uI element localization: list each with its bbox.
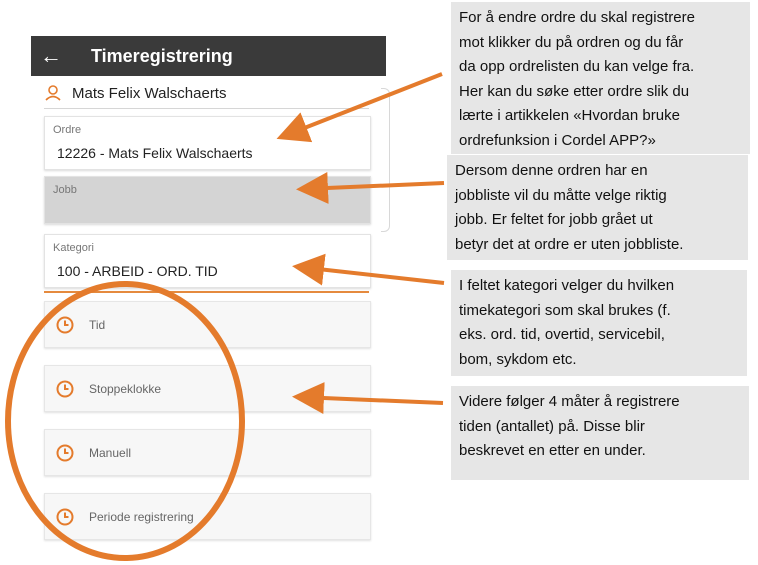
- user-name: Mats Felix Walschaerts: [72, 84, 227, 102]
- method-label: Tid: [89, 317, 106, 332]
- method-stoppeklokke-button[interactable]: [44, 365, 371, 412]
- ordre-field[interactable]: [44, 116, 371, 170]
- jobb-label: Jobb: [53, 184, 77, 196]
- method-tid-button[interactable]: [44, 301, 371, 348]
- kategori-field[interactable]: [44, 234, 371, 288]
- note-jobb: Dersom denne ordren har en jobbliste vil du måtte velge riktig jobb. Er feltet for jobb grået ut betyr det at ordre er uten jobbliste.: [447, 155, 748, 260]
- clock-icon: [55, 507, 75, 527]
- note-metoder: Videre følger 4 måter å registrere tiden (antallet) på. Disse blir beskrevet en etter en under.: [451, 386, 749, 480]
- clock-icon: [55, 315, 75, 335]
- accent-divider: [44, 291, 369, 293]
- ordre-label: Ordre: [53, 124, 82, 136]
- note-kategori: I feltet kategori velger du hvilken timekategori som skal brukes (f. eks. ord. tid, overtid, servicebil, bom, sykdom etc.: [451, 270, 747, 376]
- note-ordre: For å endre ordre du skal registrere mot klikker du på ordren og du får da opp ordrelisten du kan velge fra. Her kan du søke etter ordre slik du lærte i artikkelen «Hvordan bruke ordrefunksion i Cordel APP?»: [451, 2, 750, 154]
- page-title: Timeregistrering: [91, 45, 233, 66]
- app-bar: [31, 36, 386, 76]
- divider: [44, 108, 369, 109]
- method-label: Periode registrering: [89, 509, 194, 524]
- clock-icon: [55, 443, 75, 463]
- scroll-edge: [381, 88, 390, 232]
- arrow-left-icon[interactable]: ←: [40, 43, 62, 68]
- method-label: Stoppeklokke: [89, 381, 162, 396]
- ordre-value: 12226 - Mats Felix Walschaerts: [57, 145, 253, 161]
- jobb-field: [44, 176, 371, 224]
- method-periode-button[interactable]: [44, 493, 371, 540]
- method-label: Manuell: [89, 445, 132, 460]
- user-row: [44, 82, 369, 104]
- kategori-label: Kategori: [53, 242, 94, 254]
- clock-icon: [55, 379, 75, 399]
- kategori-value: 100 - ARBEID - ORD. TID: [57, 263, 218, 279]
- person-icon: [44, 84, 62, 102]
- method-manuell-button[interactable]: [44, 429, 371, 476]
